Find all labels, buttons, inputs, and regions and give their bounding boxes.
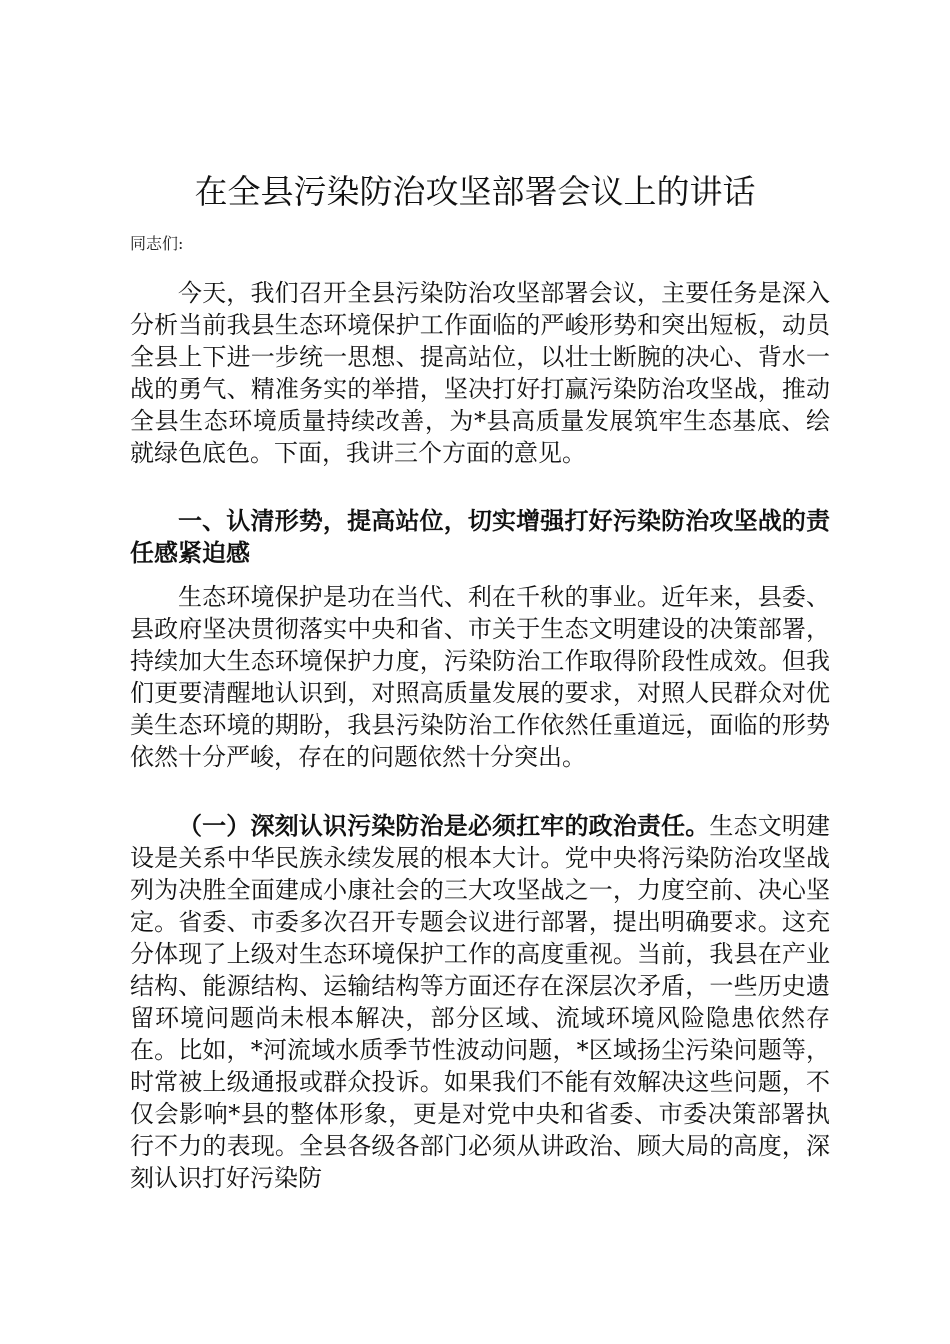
intro-paragraph: 今天，我们召开全县污染防治攻坚部署会议，主要任务是深入分析当前我县生态环境保护工作面临的严峻形势和突出短板，动员全县上下进一步统一思想、提高站位，以壮士断腕的决心、背水一战的勇气、精准务实的举措，坚决打好打赢污染防治攻坚战，推动全县生态环境质量持续改善，为*县高质量发展筑牢生态基底、绘就绿色底色。下面，我讲三个方面的意见。 (130, 279, 830, 467)
section-heading-1: 一、认清形势，提高站位，切实增强打好污染防治攻坚战的责任感紧迫感 (130, 506, 830, 567)
subsection-1-paragraph (130, 810, 830, 1194)
subsection-1-lead: （一）深刻认识污染防治是必须扛牢的政治责任。 (178, 811, 710, 840)
subsection-1-body: 生态文明建设是关系中华民族永续发展的根本大计。党中央将污染防治攻坚战列为决胜全面建成小康社会的三大攻坚战之一，力度空前、决心坚定。省委、市委多次召开专题会议进行部署，提出明确要求。这充分体现了上级对生态环境保护工作的高度重视。当前，我县在产业结构、能源结构、运输结构等方面还存在深层次矛盾，一些历史遗留环境问题尚未根本解决，部分区域、流域环境风险隐患依然存在。比如，*河流域水质季节性波动问题，*区域扬尘污染问题等，时常被上级通报或群众投诉。如果我们不能有效解决这些问题，不仅会影响*县的整体形象，更是对党中央和省委、市委决策部署执行不力的表现。全县各级各部门必须从讲政治、顾大局的高度，深刻认识打好污染防 (130, 812, 831, 1192)
section-1-paragraph: 生态环境保护是功在当代、利在千秋的事业。近年来，县委、县政府坚决贯彻落实中央和省、市关于生态文明建设的决策部署，持续加大生态环境保护力度，污染防治工作取得阶段性成效。但我们更要清醒地认识到，对照高质量发展的要求，对照人民群众对优美生态环境的期盼，我县污染防治工作依然任重道远，面临的形势依然十分严峻，存在的问题依然十分突出。 (130, 583, 830, 771)
salutation: 同志们: (130, 234, 184, 253)
document-title: 在全县污染防治攻坚部署会议上的讲话 (194, 172, 756, 211)
